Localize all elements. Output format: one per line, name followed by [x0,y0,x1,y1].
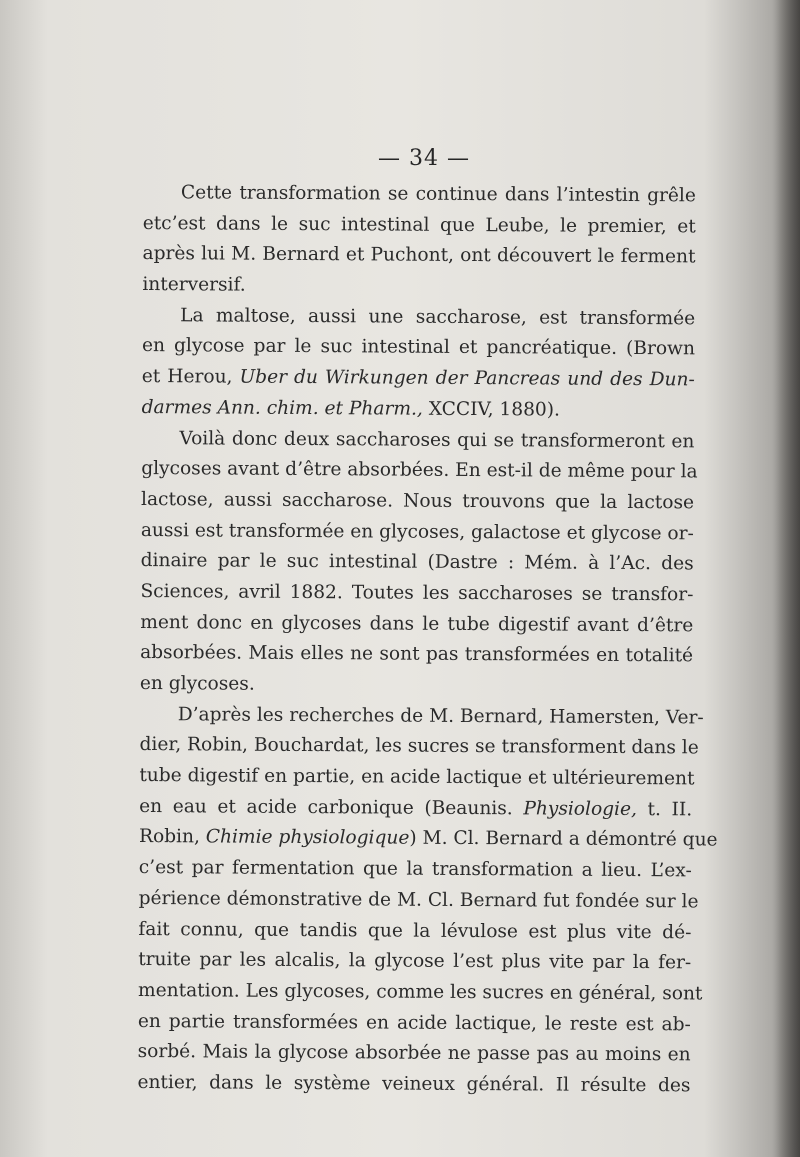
body-text [137,178,718,1102]
text-line: c’est par fermentation que la transformation a lieu. L’ex- [138,857,692,882]
text-line: Sciences, avril 1882. Toutes les saccharoses se transfor- [140,580,694,606]
text-line: fait connu, que tandis que la lévulose est plus vite dé- [138,918,692,943]
text-line: aussi est transformée en glycoses, galactose et glycose or- [140,519,694,544]
text-line [139,792,692,826]
italic-text: Uber du Wirkungen der Pancreas und des Dun- [239,366,695,391]
text-line: interversif. [142,274,246,296]
text-line: D’après les recherches de M. Bernard, Hamersten, Ver- [177,703,704,729]
text-line: glycoses avant d’être absorbées. En est-il de même pour la [141,458,698,483]
text-segment: XCCIV, 1880). [422,398,561,421]
text-line: après lui M. Bernard et Puchont, ont découvert le ferment [142,243,696,268]
text-line: sorbé. Mais la glycose absorbée ne passe pas au moins en [137,1041,691,1066]
text-segment: ) M. Cl. Bernard a démontré que [409,828,718,851]
text-line [142,393,695,427]
italic-text: Chimie physiologique [205,826,410,850]
text-line: dinaire par le suc intestinal (Dastre : Mém. à l’Ac. des [140,550,694,575]
text-line: périence démonstrative de M. Cl. Bernard fut fondée sur le [138,887,699,913]
text-line: absorbées. Mais elles ne sont pas transformées en totalité [140,642,694,667]
italic-text: Physiologie, [523,798,637,820]
text-line: ment donc en glycoses dans le tube digestif avant d’être [140,611,694,636]
text-line: mentation. Les glycoses, comme les sucres en général, sont [137,979,703,1005]
text-line: en glycoses. [139,672,255,695]
text-line: Voilà donc deux saccharoses qui se transformeront en [179,427,695,452]
text-line: dier, Robin, Bouchardat, les sucres se transforment dans le [139,734,699,759]
text-segment: t. II. [636,798,693,821]
text-segment: Robin, [138,826,206,848]
text-line: La maltose, aussi une saccharose, est transformée [180,304,696,330]
text-line: lactose, aussi saccharose. Nous trouvons que la lactose [140,488,695,514]
page-number: — 34 — [378,146,470,171]
text-line [138,822,718,856]
text-line: truite par les alcalis, la glycose l’est plus vite par la fer- [138,949,692,974]
text-line: tube digestif en partie, en acide lactique et ultérieurement [139,765,695,790]
text-segment: en eau et acide carbonique (Beaunis. [139,795,524,820]
text-line: en partie transformées en acide lactique, le reste est ab- [137,1010,691,1035]
text-line: Cette transformation se continue dans l’intestin grêle [180,182,696,207]
text-line: etc’est dans le suc intestinal que Leube, le premier, et [142,212,696,238]
italic-text: darmes Ann. chim. et Pharm., [141,396,423,420]
text-segment: et Herou, [141,366,240,388]
text-line [142,362,695,396]
text-line: entier, dans le système veineux général. Il résulte des [137,1071,691,1097]
text-line: en glycose par le suc intestinal et pancréatique. (Brown [141,335,696,360]
